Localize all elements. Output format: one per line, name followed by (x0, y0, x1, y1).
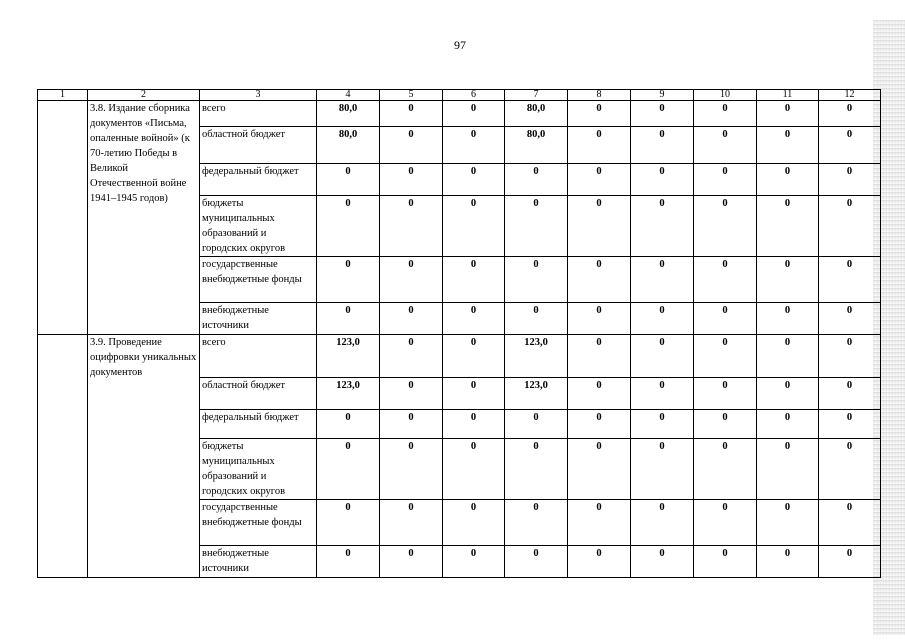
amount-cell: 0 (380, 196, 443, 257)
amount-cell: 123,0 (505, 378, 568, 410)
amount-cell: 0 (694, 257, 757, 303)
amount-cell: 0 (631, 164, 694, 196)
amount-cell: 0 (443, 101, 505, 127)
amount-cell: 0 (380, 335, 443, 378)
column-number: 7 (505, 90, 568, 101)
amount-cell: 0 (694, 410, 757, 439)
amount-cell: 0 (819, 196, 881, 257)
amount-cell: 0 (631, 257, 694, 303)
amount-cell: 0 (443, 500, 505, 546)
column-number: 11 (757, 90, 819, 101)
amount-cell: 0 (694, 439, 757, 500)
amount-cell: 0 (757, 439, 819, 500)
amount-cell: 0 (568, 439, 631, 500)
amount-cell: 0 (631, 546, 694, 578)
scan-edge-artifact (873, 20, 905, 635)
amount-cell: 123,0 (317, 335, 380, 378)
amount-cell: 0 (505, 196, 568, 257)
amount-cell: 0 (380, 546, 443, 578)
amount-cell: 0 (819, 127, 881, 164)
amount-cell: 0 (757, 127, 819, 164)
amount-cell: 0 (568, 101, 631, 127)
amount-cell: 0 (819, 546, 881, 578)
amount-cell: 0 (631, 378, 694, 410)
funding-source-cell: бюджеты муниципальных образований и городских округов (200, 196, 317, 257)
amount-cell: 0 (568, 410, 631, 439)
amount-cell: 0 (631, 127, 694, 164)
amount-cell: 0 (819, 378, 881, 410)
activity-name-cell: 3.8. Издание сборника документов «Письма, опаленные войной» (к 70-летию Победы в Великой Отечественной войне 1941–1945 годов) (88, 101, 200, 335)
amount-cell: 0 (568, 303, 631, 335)
column-number: 9 (631, 90, 694, 101)
amount-cell: 0 (757, 303, 819, 335)
amount-cell: 0 (631, 303, 694, 335)
amount-cell: 123,0 (505, 335, 568, 378)
funding-source-cell: государственные внебюджетные фонды (200, 500, 317, 546)
table-body (38, 90, 881, 578)
amount-cell: 0 (757, 500, 819, 546)
amount-cell: 0 (694, 303, 757, 335)
amount-cell: 0 (380, 164, 443, 196)
amount-cell: 0 (819, 257, 881, 303)
budget-table (37, 89, 881, 578)
amount-cell: 0 (443, 164, 505, 196)
amount-cell: 0 (568, 196, 631, 257)
amount-cell: 0 (443, 196, 505, 257)
amount-cell: 0 (631, 439, 694, 500)
column-number: 5 (380, 90, 443, 101)
activity-name-cell: 3.9. Проведение оцифровки уникальных документов (88, 335, 200, 578)
funding-source-cell: областной бюджет (200, 127, 317, 164)
amount-cell: 0 (694, 164, 757, 196)
amount-cell: 0 (694, 127, 757, 164)
amount-cell: 0 (568, 257, 631, 303)
amount-cell: 0 (317, 500, 380, 546)
amount-cell: 0 (443, 378, 505, 410)
amount-cell: 0 (380, 303, 443, 335)
amount-cell: 0 (443, 335, 505, 378)
amount-cell: 0 (443, 439, 505, 500)
amount-cell: 0 (694, 500, 757, 546)
amount-cell: 0 (568, 378, 631, 410)
amount-cell: 0 (317, 410, 380, 439)
amount-cell: 0 (505, 303, 568, 335)
amount-cell: 80,0 (505, 101, 568, 127)
amount-cell: 0 (631, 196, 694, 257)
amount-cell: 80,0 (317, 127, 380, 164)
amount-cell: 0 (505, 410, 568, 439)
amount-cell: 0 (380, 378, 443, 410)
amount-cell: 0 (819, 303, 881, 335)
amount-cell: 0 (505, 439, 568, 500)
section-number-cell (38, 101, 88, 335)
page-number: 97 (454, 38, 466, 52)
amount-cell: 0 (694, 196, 757, 257)
amount-cell: 80,0 (505, 127, 568, 164)
amount-cell: 0 (505, 546, 568, 578)
amount-cell: 0 (317, 303, 380, 335)
table-row (38, 335, 881, 378)
amount-cell: 0 (819, 410, 881, 439)
funding-source-cell: всего (200, 335, 317, 378)
amount-cell: 80,0 (317, 101, 380, 127)
amount-cell: 0 (819, 439, 881, 500)
funding-source-cell: областной бюджет (200, 378, 317, 410)
column-number: 6 (443, 90, 505, 101)
amount-cell: 0 (317, 439, 380, 500)
amount-cell: 0 (380, 127, 443, 164)
amount-cell: 0 (757, 196, 819, 257)
amount-cell: 0 (317, 196, 380, 257)
column-number: 8 (568, 90, 631, 101)
funding-source-cell: внебюджетные источники (200, 303, 317, 335)
amount-cell: 0 (757, 335, 819, 378)
amount-cell: 0 (380, 257, 443, 303)
amount-cell: 0 (443, 410, 505, 439)
amount-cell: 0 (505, 164, 568, 196)
funding-source-cell: всего (200, 101, 317, 127)
amount-cell: 0 (568, 127, 631, 164)
amount-cell: 0 (443, 127, 505, 164)
amount-cell: 123,0 (317, 378, 380, 410)
funding-source-cell: государственные внебюджетные фонды (200, 257, 317, 303)
amount-cell: 0 (694, 546, 757, 578)
funding-source-cell: федеральный бюджет (200, 410, 317, 439)
amount-cell: 0 (631, 335, 694, 378)
amount-cell: 0 (317, 546, 380, 578)
column-number-row (38, 90, 881, 101)
amount-cell: 0 (757, 546, 819, 578)
column-number: 10 (694, 90, 757, 101)
amount-cell: 0 (317, 164, 380, 196)
amount-cell: 0 (757, 101, 819, 127)
amount-cell: 0 (380, 439, 443, 500)
section-number-cell (38, 335, 88, 578)
amount-cell: 0 (443, 257, 505, 303)
amount-cell: 0 (568, 546, 631, 578)
amount-cell: 0 (568, 164, 631, 196)
amount-cell: 0 (819, 164, 881, 196)
funding-source-cell: федеральный бюджет (200, 164, 317, 196)
amount-cell: 0 (380, 500, 443, 546)
funding-source-cell: внебюджетные источники (200, 546, 317, 578)
amount-cell: 0 (757, 164, 819, 196)
amount-cell: 0 (380, 410, 443, 439)
amount-cell: 0 (694, 335, 757, 378)
table-row (38, 101, 881, 127)
amount-cell: 0 (757, 378, 819, 410)
amount-cell: 0 (757, 410, 819, 439)
amount-cell: 0 (505, 257, 568, 303)
amount-cell: 0 (505, 500, 568, 546)
column-number: 2 (88, 90, 200, 101)
column-number: 3 (200, 90, 317, 101)
column-number: 1 (38, 90, 88, 101)
amount-cell: 0 (568, 500, 631, 546)
amount-cell: 0 (443, 546, 505, 578)
amount-cell: 0 (317, 257, 380, 303)
amount-cell: 0 (568, 335, 631, 378)
amount-cell: 0 (819, 500, 881, 546)
amount-cell: 0 (631, 500, 694, 546)
funding-source-cell: бюджеты муниципальных образований и городских округов (200, 439, 317, 500)
amount-cell: 0 (819, 335, 881, 378)
amount-cell: 0 (380, 101, 443, 127)
amount-cell: 0 (757, 257, 819, 303)
amount-cell: 0 (631, 101, 694, 127)
amount-cell: 0 (631, 410, 694, 439)
column-number: 4 (317, 90, 380, 101)
amount-cell: 0 (694, 378, 757, 410)
amount-cell: 0 (819, 101, 881, 127)
amount-cell: 0 (443, 303, 505, 335)
amount-cell: 0 (694, 101, 757, 127)
column-number: 12 (819, 90, 881, 101)
